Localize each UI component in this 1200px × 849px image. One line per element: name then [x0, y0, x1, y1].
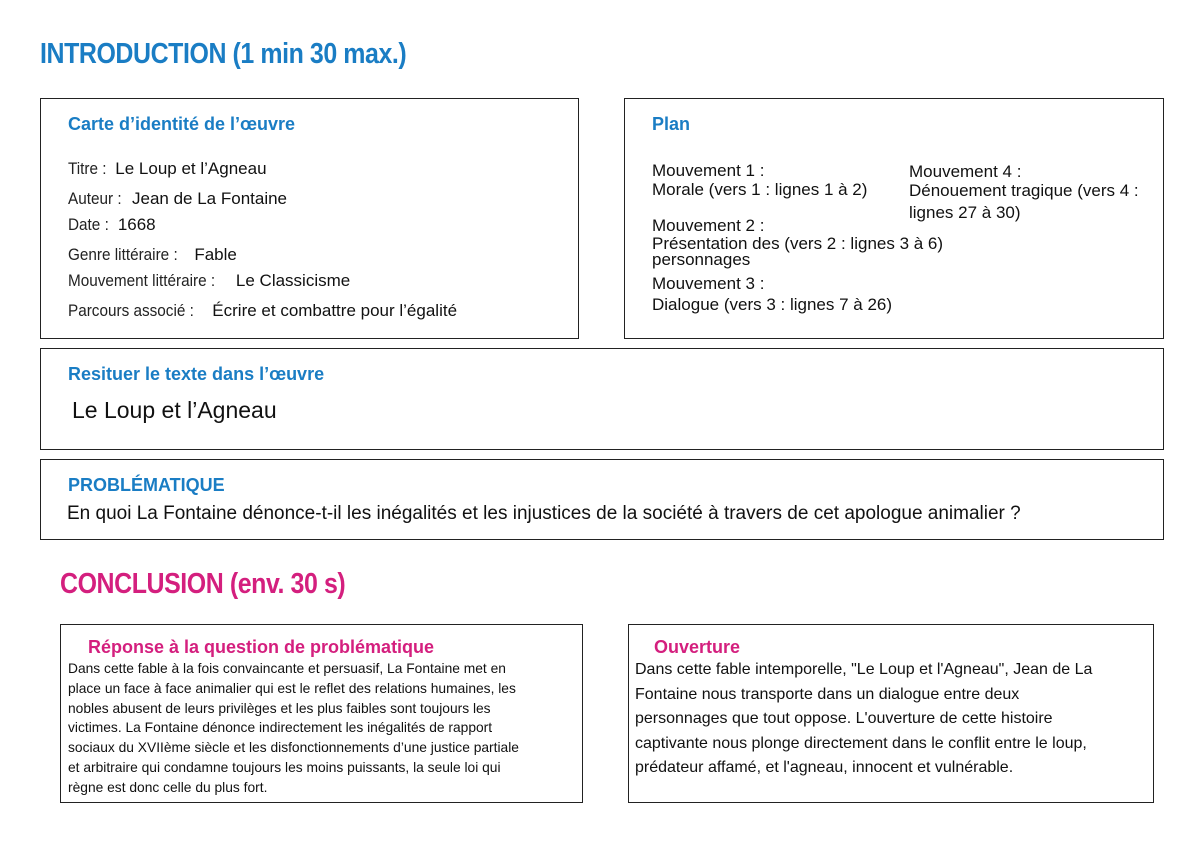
- plan-mouvement-text: Présentation des (vers 2 : lignes 3 à 6): [652, 234, 944, 253]
- carte-value: Le Loup et l’Agneau: [115, 159, 267, 178]
- ouverture-paragraph: [635, 658, 1092, 781]
- plan-mouvement-text: lignes 27 à 30): [909, 203, 1021, 222]
- carte-row-mouvement: [68, 271, 350, 291]
- ouverture-title: Ouverture: [654, 637, 741, 657]
- plan-mouvement-label: Mouvement 1 :: [652, 161, 765, 180]
- reponse-title: Réponse à la question de problématique: [88, 637, 435, 657]
- reponse-line: victimes. La Fontaine dénonce indirectement les inégalités de rapport: [68, 720, 493, 736]
- problematique-box: [40, 459, 1164, 540]
- carte-label: Genre littéraire :: [68, 245, 178, 264]
- plan-mouvement-text: Morale (vers 1 : lignes 1 à 2): [652, 180, 868, 199]
- carte-label: Date :: [68, 215, 109, 234]
- carte-row-genre: [68, 245, 237, 265]
- problematique-title: PROBLÉMATIQUE: [68, 475, 225, 495]
- carte-row-auteur: [68, 189, 287, 209]
- plan-mouvement-4: [909, 161, 1139, 224]
- plan-mouvement-2: [652, 216, 943, 267]
- plan-mouvement-text: personnages: [652, 250, 751, 269]
- introduction-heading: INTRODUCTION (1 min 30 max.): [40, 38, 407, 70]
- reponse-line: nobles abusent de leurs privilèges et les plus faibles sont toujours les: [68, 700, 491, 716]
- plan-mouvement-label: Mouvement 2 :: [652, 216, 765, 235]
- reponse-line: Dans cette fable à la fois convaincante et persuasif, La Fontaine met en: [68, 661, 506, 676]
- ouverture-line: prédateur affamé, et l'agneau, innocent et vulnérable.: [635, 759, 1014, 776]
- reponse-line: place un face à face animalier qui est le reflet des relations humaines, les: [68, 680, 516, 696]
- problematique-text: En quoi La Fontaine dénonce-t-il les inégalités et les injustices de la société à travers de cet apologue animalier ?: [67, 503, 1021, 524]
- plan-title: Plan: [652, 114, 691, 134]
- carte-value: Écrire et combattre pour l’égalité: [212, 301, 458, 320]
- plan-mouvement-1: [652, 161, 867, 199]
- plan-mouvement-3: [652, 274, 892, 314]
- plan-mouvement-text: Dialogue (vers 3 : lignes 7 à 26): [652, 295, 893, 314]
- carte-label: Auteur :: [68, 189, 122, 208]
- carte-value: Jean de La Fontaine: [132, 189, 288, 208]
- carte-label: Titre :: [68, 159, 107, 178]
- reponse-box: [60, 624, 583, 803]
- reponse-line: règne est donc celle du plus fort.: [68, 779, 268, 795]
- reponse-line: et arbitraire qui condamne toujours les moins puissants, la seule loi qui: [68, 759, 501, 775]
- plan-mouvement-label: Mouvement 3 :: [652, 274, 765, 293]
- ouverture-line: Dans cette fable intemporelle, "Le Loup et l'Agneau", Jean de La: [635, 661, 1093, 678]
- resituer-text: Le Loup et l’Agneau: [72, 397, 277, 423]
- carte-identite-title: Carte d’identité de l’œuvre: [68, 114, 296, 134]
- plan-box: [624, 98, 1164, 339]
- carte-label: Parcours associé :: [68, 301, 194, 320]
- carte-row-titre: [68, 159, 267, 179]
- carte-value: 1668: [117, 215, 156, 234]
- carte-identite-box: [40, 98, 579, 339]
- resituer-box: [40, 348, 1164, 450]
- carte-value: Fable: [194, 245, 237, 264]
- resituer-title: Resituer le texte dans l’œuvre: [68, 364, 325, 384]
- ouverture-box: [628, 624, 1154, 803]
- carte-label: Mouvement littéraire :: [68, 271, 216, 290]
- carte-row-parcours: [68, 301, 457, 321]
- reponse-paragraph: [68, 659, 519, 798]
- carte-row-date: [68, 215, 156, 235]
- conclusion-heading: CONCLUSION (env. 30 s): [60, 568, 346, 600]
- ouverture-line: personnages que tout oppose. L'ouverture de cette histoire: [635, 710, 1053, 727]
- ouverture-line: captivante nous plonge directement dans le conflit entre le loup,: [635, 734, 1087, 752]
- plan-mouvement-text: Dénouement tragique (vers 4 :: [909, 181, 1139, 200]
- reponse-line: sociaux du XVIIème siècle et les disfonctionnements d’une justice partiale: [68, 740, 519, 756]
- plan-mouvement-label: Mouvement 4 :: [909, 162, 1022, 181]
- ouverture-line: Fontaine nous transporte dans un dialogue entre deux: [635, 685, 1020, 703]
- carte-value: Le Classicisme: [235, 271, 351, 290]
